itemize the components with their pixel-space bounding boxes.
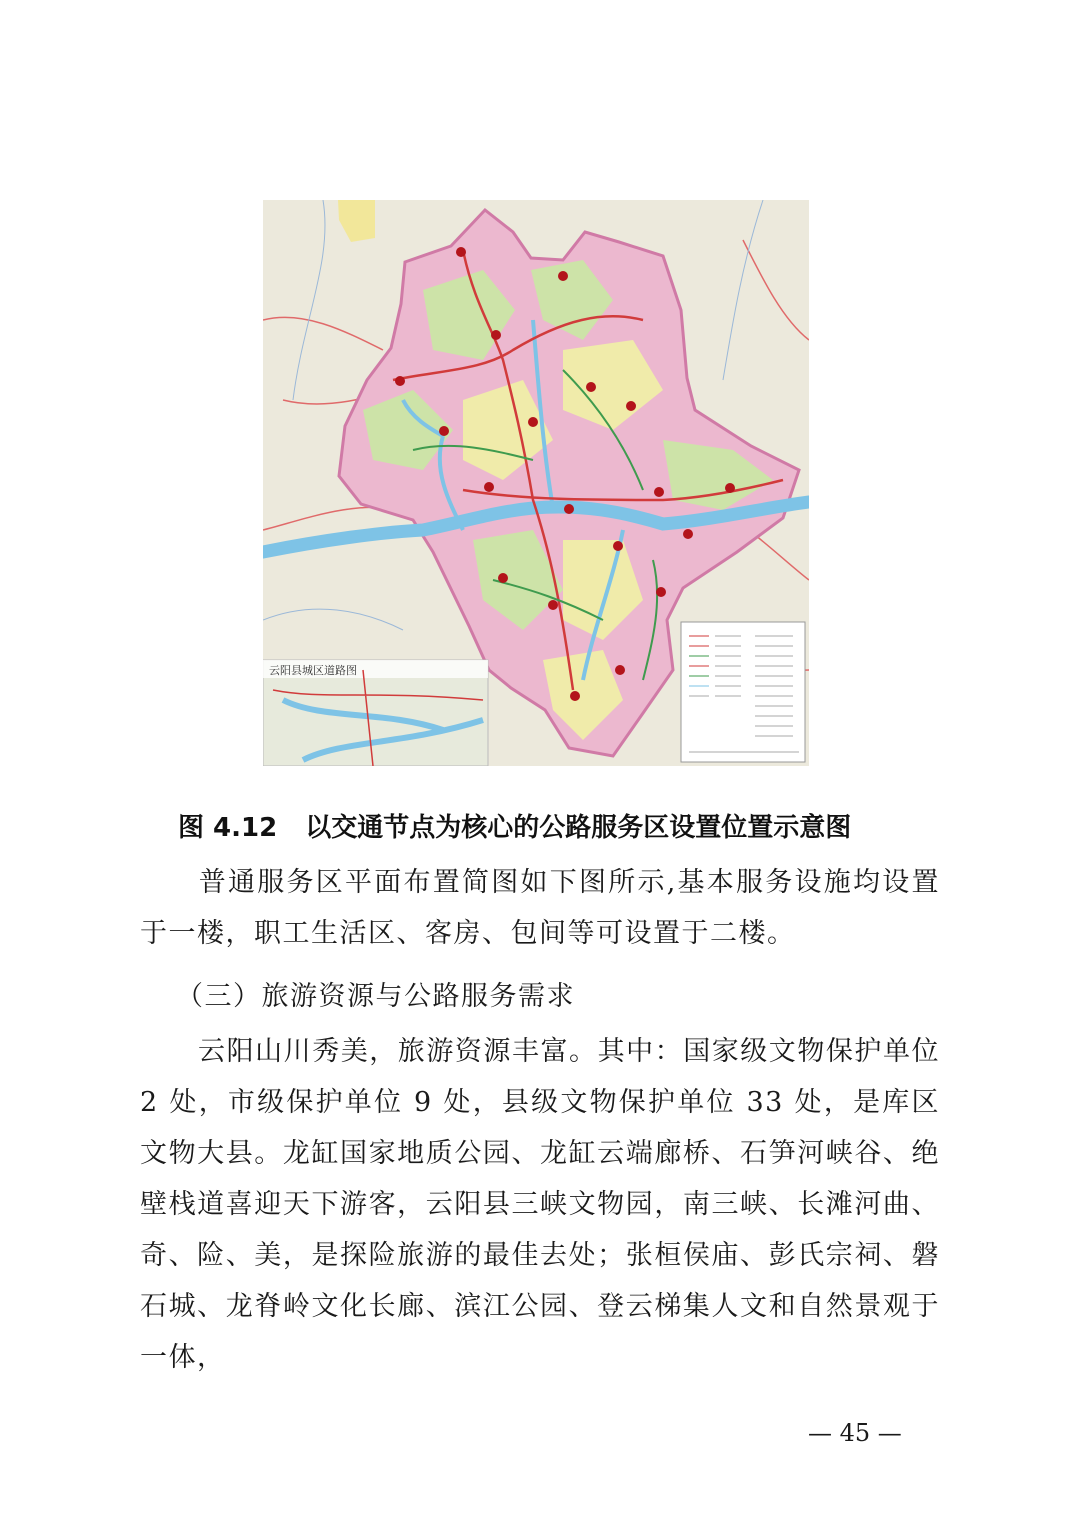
service-point-marker <box>484 482 494 492</box>
service-point-marker <box>558 271 568 281</box>
figure-caption <box>178 808 938 848</box>
paragraph-2-text: 云阳山川秀美，旅游资源丰富。其中：国家级文物保护单位 2 处，市级保护单位 9 处，县级文物保护单位 33 处，是库区文物大县。龙缸国家地质公园、龙缸云端廊桥、石笋河峡谷、绝壁栈道喜迎天下游客，云阳县三峡文物园，南三峡、长滩河曲、奇、险、美，是探险旅游的最佳去处；张桓侯庙、彭氏宗祠、磐石城、龙脊岭文化长廊、滨江公园、登云梯集人文和自然景观于一体， <box>140 1036 940 1373</box>
service-point-marker <box>656 587 666 597</box>
service-point-marker <box>491 330 501 340</box>
paragraph-1 <box>140 857 940 959</box>
service-point-marker <box>613 541 623 551</box>
service-point-marker <box>528 417 538 427</box>
figure-number: 图 4.12 <box>178 813 278 843</box>
paragraph-1-text: 普通服务区平面布置简图如下图所示,基本服务设施均设置于一楼，职工生活区、客房、包间等可设置于二楼。 <box>140 867 940 949</box>
paragraph-2 <box>140 1026 940 1383</box>
figure-title: 以交通节点为核心的公路服务区设置位置示意图 <box>305 813 852 843</box>
county-map <box>263 200 809 766</box>
service-point-marker <box>564 504 574 514</box>
service-point-marker <box>586 382 596 392</box>
service-point-marker <box>570 691 580 701</box>
service-point-marker <box>615 665 625 675</box>
section-heading: （三）旅游资源与公路服务需求 <box>176 981 575 1012</box>
map-legend <box>681 622 805 762</box>
inset-map-title: 云阳县城区道路图 <box>269 664 357 677</box>
page-number: — 45 — <box>808 1419 902 1447</box>
service-point-marker <box>498 573 508 583</box>
service-point-marker <box>456 247 466 257</box>
service-point-marker <box>395 376 405 386</box>
service-point-marker <box>439 426 449 436</box>
service-point-marker <box>683 529 693 539</box>
map-figure <box>263 200 809 766</box>
service-point-marker <box>626 401 636 411</box>
service-point-marker <box>654 487 664 497</box>
service-point-marker <box>725 483 735 493</box>
service-point-marker <box>548 600 558 610</box>
